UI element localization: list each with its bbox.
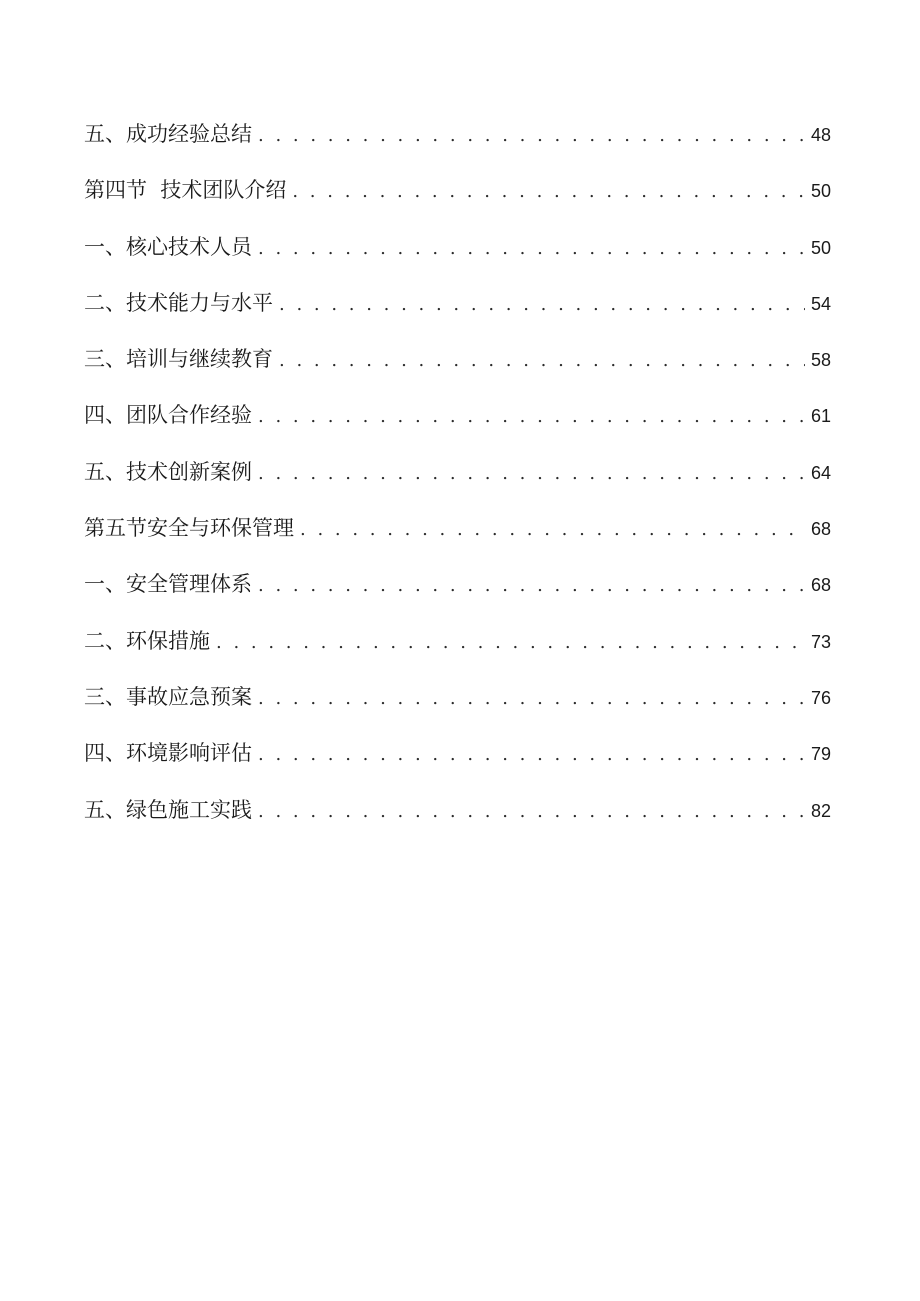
- table-of-contents: [84, 116, 831, 848]
- toc-entry[interactable]: [84, 172, 831, 228]
- toc-leader-dots: [258, 231, 805, 267]
- toc-entry-page: 48: [810, 125, 831, 145]
- toc-leader-dots: [258, 456, 805, 492]
- toc-entry-title: 五、成功经验总结: [84, 122, 252, 146]
- toc-entry-page: 82: [810, 800, 831, 821]
- toc-entry-page: 50: [810, 237, 831, 258]
- toc-entry-title: 四、环境影响评估: [84, 741, 252, 766]
- toc-entry-page: 58: [810, 350, 831, 371]
- toc-entry-title: 二、技术能力与水平: [84, 290, 273, 315]
- toc-entry[interactable]: [84, 341, 831, 397]
- toc-leader-dots: [216, 625, 805, 661]
- toc-entry[interactable]: [84, 397, 831, 453]
- toc-entry-title: 三、培训与继续教育: [84, 347, 273, 372]
- toc-entry[interactable]: [84, 229, 831, 285]
- toc-entry-title: 一、核心技术人员: [84, 234, 252, 259]
- toc-leader-dots: [258, 737, 805, 773]
- toc-entry-title: 第四节 技术团队介绍: [84, 178, 287, 203]
- toc-entry-title: 五、绿色施工实践: [84, 797, 252, 822]
- toc-entry-title: 第五节安全与环保管理: [84, 516, 294, 541]
- toc-entry-page: 68: [810, 519, 831, 540]
- toc-entry[interactable]: [84, 735, 831, 791]
- toc-leader-dots: [292, 174, 805, 210]
- toc-entry[interactable]: [84, 510, 831, 566]
- toc-leader-dots: [258, 794, 805, 830]
- toc-entry[interactable]: [84, 623, 831, 679]
- toc-entry-page: 79: [810, 744, 831, 765]
- toc-entry-title: 四、团队合作经验: [84, 403, 252, 428]
- toc-entry-page: 73: [810, 631, 831, 652]
- toc-entry-page: 68: [810, 575, 831, 596]
- toc-entry-page: 76: [810, 687, 831, 708]
- toc-entry-title: 一、安全管理体系: [84, 572, 252, 597]
- toc-entry[interactable]: [84, 285, 831, 341]
- toc-entry-title: 二、环保措施: [84, 628, 210, 653]
- toc-leader-dots: [258, 681, 805, 717]
- toc-entry-page: 50: [810, 181, 831, 202]
- toc-leader-dots: [258, 118, 805, 154]
- toc-entry-title: 三、事故应急预案: [84, 684, 252, 709]
- toc-entry[interactable]: [84, 792, 831, 848]
- toc-entry[interactable]: [84, 679, 831, 735]
- toc-entry-title: 五、技术创新案例: [84, 459, 252, 484]
- toc-entry-page: 54: [810, 293, 831, 314]
- toc-entry[interactable]: [84, 454, 831, 510]
- toc-leader-dots: [300, 512, 805, 548]
- toc-leader-dots: [258, 399, 805, 435]
- toc-entry-page: 61: [810, 406, 831, 427]
- toc-leader-dots: [279, 343, 805, 379]
- toc-entry[interactable]: [84, 116, 831, 172]
- toc-leader-dots: [279, 287, 805, 323]
- toc-entry[interactable]: [84, 566, 831, 622]
- toc-entry-page: 64: [810, 462, 831, 483]
- toc-leader-dots: [258, 568, 805, 604]
